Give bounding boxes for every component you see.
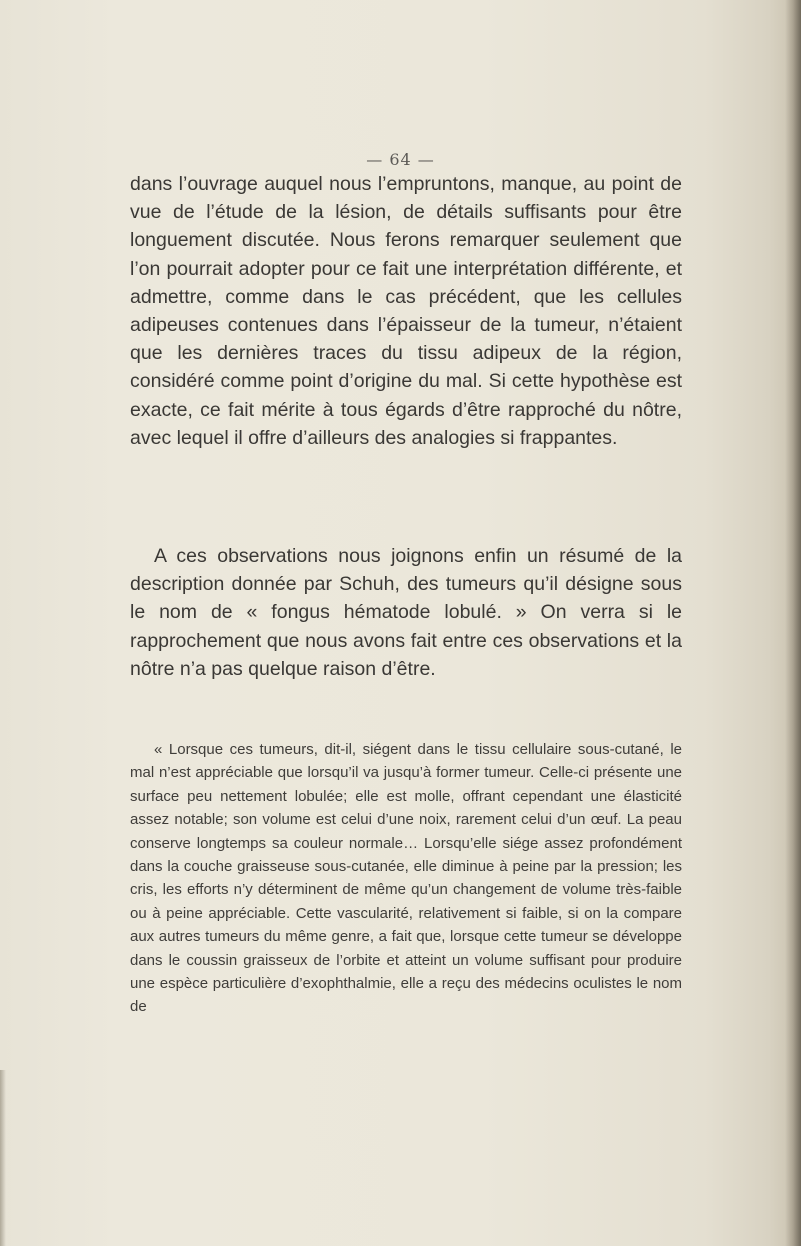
page-left-stain <box>0 1070 6 1246</box>
quotation-block: « Lorsque ces tumeurs, dit-il, siégent dans le tissu cellulaire sous-cutané, le mal n’est appréciable que lorsqu’il va jusqu’à former tumeur. Celle-ci présente une surface peu nettement lobulée; elle est molle, offrant cependant une élasticité assez notable; son volume est celui d’une noix, rarement celui d’un œuf. La peau conserve longtemps sa couleur normale… Lorsqu’elle siége assez profondément dans la couche graisseuse sous-cutanée, elle diminue à peine par la pression; les cris, les efforts n’y déterminent de même qu’un changement de volume très-faible ou à peine appréciable. Cette vascularité, relativement si faible, si on la compare aux autres tumeurs du même genre, a fait que, lorsque cette tumeur se développe dans le coussin graisseux de l’orbite et atteint un volume suffisant pour produire une espèce particulière d’exophthalmie, elle a reçu des médecins oculistes le nom de <box>130 741 682 1016</box>
page-edge-shadow <box>785 0 801 1246</box>
body-paragraph-1: dans l’ouvrage auquel nous l’empruntons, manque, au point de vue de l’étude de la lésion, de détails suffisants pour être longuement discutée. Nous ferons remarquer seulement que l’on pourrait adopter pour ce fait une interprétation différente, et admettre, comme dans le cas précédent, que les cellules adipeuses contenues dans l’épaisseur de la tumeur, n’étaient que les dernières traces du tissu adipeux de la région, considéré comme point d’origine du mal. Si cette hypothèse est exacte, ce fait mérite à tous égards d’être rapproché du nôtre, avec lequel il offre d’ailleurs des analogies si frappantes. <box>130 173 682 449</box>
body-paragraph-2: A ces observations nous joignons enfin un résumé de la description donnée par Schuh, des tumeurs qu’il désigne sous le nom de « fongus hématode lobulé. » On verra si le rapprochement que nous avons fait entre ces observations et la nôtre n’a pas quelque raison d’être. <box>130 545 682 680</box>
page-number: — 64 — <box>366 150 435 169</box>
